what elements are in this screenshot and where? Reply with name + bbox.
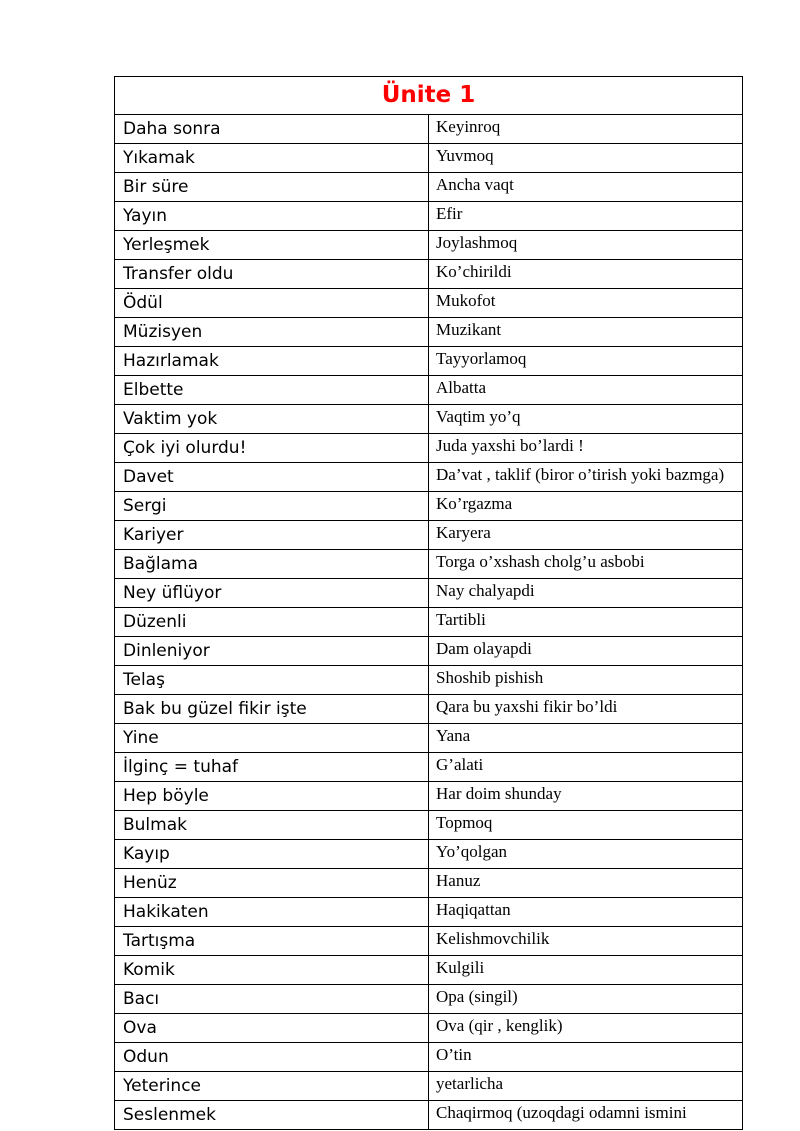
uzbek-translation-cell: Shoshib pishish bbox=[429, 666, 743, 695]
turkish-word-cell: Düzenli bbox=[115, 608, 429, 637]
vocab-row bbox=[115, 608, 743, 637]
vocab-row bbox=[115, 724, 743, 753]
turkish-word-cell: Kariyer bbox=[115, 521, 429, 550]
vocab-row bbox=[115, 289, 743, 318]
vocab-row bbox=[115, 173, 743, 202]
vocab-row bbox=[115, 898, 743, 927]
vocabulary-table-body bbox=[115, 77, 743, 1130]
uzbek-translation-cell: Ancha vaqt bbox=[429, 173, 743, 202]
turkish-word-cell: Telaş bbox=[115, 666, 429, 695]
turkish-word-cell: Ödül bbox=[115, 289, 429, 318]
vocab-row bbox=[115, 637, 743, 666]
uzbek-translation-cell: Tayyorlamoq bbox=[429, 347, 743, 376]
uzbek-translation-cell: Yana bbox=[429, 724, 743, 753]
uzbek-translation-cell: O’tin bbox=[429, 1043, 743, 1072]
uzbek-translation-cell: Yo’qolgan bbox=[429, 840, 743, 869]
vocab-row bbox=[115, 753, 743, 782]
uzbek-translation-cell: Tartibli bbox=[429, 608, 743, 637]
vocab-row bbox=[115, 811, 743, 840]
uzbek-translation-cell: Ko’chirildi bbox=[429, 260, 743, 289]
vocabulary-table bbox=[114, 76, 743, 1130]
vocab-row bbox=[115, 376, 743, 405]
vocab-row bbox=[115, 434, 743, 463]
uzbek-translation-cell: yetarlicha bbox=[429, 1072, 743, 1101]
vocab-row bbox=[115, 579, 743, 608]
vocab-row bbox=[115, 956, 743, 985]
uzbek-translation-cell: Albatta bbox=[429, 376, 743, 405]
turkish-word-cell: Ney üflüyor bbox=[115, 579, 429, 608]
vocab-row bbox=[115, 144, 743, 173]
vocab-row bbox=[115, 695, 743, 724]
uzbek-translation-cell: Kulgili bbox=[429, 956, 743, 985]
vocab-row bbox=[115, 492, 743, 521]
uzbek-translation-cell: Ova (qir , kenglik) bbox=[429, 1014, 743, 1043]
uzbek-translation-cell: Nay chalyapdi bbox=[429, 579, 743, 608]
turkish-word-cell: Bacı bbox=[115, 985, 429, 1014]
turkish-word-cell: Yerleşmek bbox=[115, 231, 429, 260]
uzbek-translation-cell: Torga o’xshash cholg’u asbobi bbox=[429, 550, 743, 579]
turkish-word-cell: Elbette bbox=[115, 376, 429, 405]
turkish-word-cell: Yıkamak bbox=[115, 144, 429, 173]
turkish-word-cell: Henüz bbox=[115, 869, 429, 898]
vocab-row bbox=[115, 550, 743, 579]
uzbek-translation-cell: Haqiqattan bbox=[429, 898, 743, 927]
turkish-word-cell: Bir süre bbox=[115, 173, 429, 202]
vocab-row bbox=[115, 1101, 743, 1130]
uzbek-translation-cell: Har doim shunday bbox=[429, 782, 743, 811]
uzbek-translation-cell: Vaqtim yo’q bbox=[429, 405, 743, 434]
turkish-word-cell: Ova bbox=[115, 1014, 429, 1043]
turkish-word-cell: Çok iyi olurdu! bbox=[115, 434, 429, 463]
turkish-word-cell: Hazırlamak bbox=[115, 347, 429, 376]
uzbek-translation-cell: Joylashmoq bbox=[429, 231, 743, 260]
uzbek-translation-cell: Da’vat , taklif (biror o’tirish yoki bazmga) bbox=[429, 463, 743, 492]
vocab-row bbox=[115, 840, 743, 869]
uzbek-translation-cell: Topmoq bbox=[429, 811, 743, 840]
vocab-row bbox=[115, 115, 743, 144]
turkish-word-cell: Odun bbox=[115, 1043, 429, 1072]
turkish-word-cell: Dinleniyor bbox=[115, 637, 429, 666]
turkish-word-cell: Hakikaten bbox=[115, 898, 429, 927]
title-row bbox=[115, 77, 743, 115]
uzbek-translation-cell: G’alati bbox=[429, 753, 743, 782]
turkish-word-cell: Yayın bbox=[115, 202, 429, 231]
vocab-row bbox=[115, 202, 743, 231]
uzbek-translation-cell: Hanuz bbox=[429, 869, 743, 898]
vocab-row bbox=[115, 1014, 743, 1043]
vocab-row bbox=[115, 405, 743, 434]
vocab-row bbox=[115, 985, 743, 1014]
turkish-word-cell: Tartışma bbox=[115, 927, 429, 956]
uzbek-translation-cell: Opa (singil) bbox=[429, 985, 743, 1014]
vocab-row bbox=[115, 782, 743, 811]
uzbek-translation-cell: Ko’rgazma bbox=[429, 492, 743, 521]
vocab-row bbox=[115, 231, 743, 260]
uzbek-translation-cell: Kelishmovchilik bbox=[429, 927, 743, 956]
uzbek-translation-cell: Karyera bbox=[429, 521, 743, 550]
vocab-row bbox=[115, 869, 743, 898]
uzbek-translation-cell: Juda yaxshi bo’lardi ! bbox=[429, 434, 743, 463]
turkish-word-cell: Yeterince bbox=[115, 1072, 429, 1101]
turkish-word-cell: Komik bbox=[115, 956, 429, 985]
vocab-row bbox=[115, 1043, 743, 1072]
vocab-row bbox=[115, 318, 743, 347]
turkish-word-cell: Kayıp bbox=[115, 840, 429, 869]
uzbek-translation-cell: Keyinroq bbox=[429, 115, 743, 144]
turkish-word-cell: Bulmak bbox=[115, 811, 429, 840]
turkish-word-cell: Bak bu güzel fikir işte bbox=[115, 695, 429, 724]
uzbek-translation-cell: Muzikant bbox=[429, 318, 743, 347]
turkish-word-cell: Vaktim yok bbox=[115, 405, 429, 434]
turkish-word-cell: Transfer oldu bbox=[115, 260, 429, 289]
turkish-word-cell: Sergi bbox=[115, 492, 429, 521]
turkish-word-cell: Yine bbox=[115, 724, 429, 753]
turkish-word-cell: Müzisyen bbox=[115, 318, 429, 347]
turkish-word-cell: Daha sonra bbox=[115, 115, 429, 144]
vocab-row bbox=[115, 666, 743, 695]
uzbek-translation-cell: Mukofot bbox=[429, 289, 743, 318]
vocab-row bbox=[115, 521, 743, 550]
vocab-row bbox=[115, 927, 743, 956]
turkish-word-cell: Seslenmek bbox=[115, 1101, 429, 1130]
vocab-row bbox=[115, 463, 743, 492]
unit-title: Ünite 1 bbox=[115, 77, 743, 115]
uzbek-translation-cell: Chaqirmoq (uzoqdagi odamni ismini bbox=[429, 1101, 743, 1130]
turkish-word-cell: Hep böyle bbox=[115, 782, 429, 811]
turkish-word-cell: Davet bbox=[115, 463, 429, 492]
uzbek-translation-cell: Efir bbox=[429, 202, 743, 231]
uzbek-translation-cell: Yuvmoq bbox=[429, 144, 743, 173]
uzbek-translation-cell: Qara bu yaxshi fikir bo’ldi bbox=[429, 695, 743, 724]
vocab-row bbox=[115, 260, 743, 289]
uzbek-translation-cell: Dam olayapdi bbox=[429, 637, 743, 666]
turkish-word-cell: İlginç = tuhaf bbox=[115, 753, 429, 782]
vocab-row bbox=[115, 1072, 743, 1101]
turkish-word-cell: Bağlama bbox=[115, 550, 429, 579]
vocab-row bbox=[115, 347, 743, 376]
